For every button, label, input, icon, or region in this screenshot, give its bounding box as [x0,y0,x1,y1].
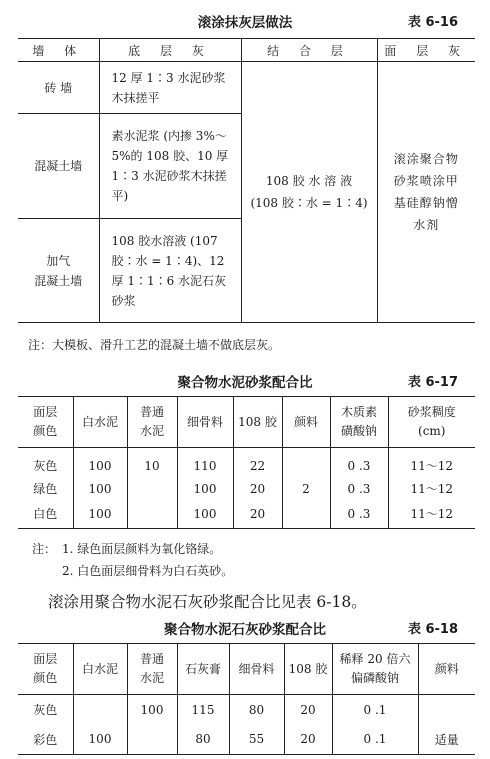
table-6-17-caption [0,371,490,391]
column-header: 颜料 [418,644,475,695]
table-row [18,62,475,114]
table-6-18-title: 聚合物水泥石灰砂浆配合比 [164,622,326,638]
wall-type-cell: 加气 混凝土墙 [18,219,99,323]
body-paragraph: 滚涂用聚合物水泥石灰砂浆配合比见表 6-18。 [48,593,367,611]
table-header-row [18,397,475,448]
table-cell: 100 [177,477,233,500]
bond-layer-text: 108 胶 水 溶 液 (108 胶∶水 = 1∶4) [250,174,368,210]
wall-type-cell: 混凝土墙 [18,114,99,219]
table-cell: 115 [177,695,229,725]
table-cell [282,448,330,478]
table-cell: 80 [177,725,229,755]
column-header: 颜料 [282,397,330,448]
column-header: 细骨料 [177,397,233,448]
table-cell: 白色 [33,507,58,522]
table-cell [127,477,177,500]
column-header-wall: 墙 体 [18,39,99,62]
table-6-16-caption [0,11,490,31]
table-cell: 100 [73,500,127,528]
table-6-18-number: 表 6-18 [407,622,458,637]
table-cell [73,695,127,725]
table-6-18-caption [0,618,490,638]
column-header: 稀释 20 倍六 偏磷酸钠 [332,644,418,695]
column-header: 木质素 磺酸钠 [330,397,388,448]
column-header: 砂浆稠度 (cm) [388,397,475,448]
table-row [18,477,475,500]
table-cell [127,500,177,528]
column-header: 108 胶 [284,644,332,695]
table-cell: 0 .1 [332,695,418,725]
table-cell: 11～12 [388,448,475,478]
table-6-17-note-label: 注： [32,542,57,556]
base-coat-cell: 素水泥浆 (内掺 3%～5%的 108 胶、10 厚 1∶3 水泥砂浆木抹搓平) [99,114,241,219]
column-header: 普通 水泥 [127,644,177,695]
table-row [18,725,475,755]
column-header-bond: 结 合 层 [241,39,377,62]
base-coat-cell: 12 厚 1∶3 水泥砂浆木抹搓平 [99,62,241,114]
table-6-17 [18,396,475,529]
table-6-16-title: 滚涂抹灰层做法 [197,15,293,31]
table-header-row [18,644,475,695]
table-row [18,500,475,528]
table-6-17-note-1: 1. 绿色面层颜料为氧化铬绿。 [62,542,222,556]
table-cell: 100 [73,725,127,755]
table-row [18,695,475,725]
base-coat-cell: 108 胶水溶液 (107 胶∶水 = 1∶4)、12 厚 1∶1∶6 水泥石灰砂浆 [99,219,241,323]
table-cell: 适量 [418,725,475,755]
table-cell [418,695,475,725]
table-6-17-number: 表 6-17 [407,375,458,390]
table-row [18,448,475,478]
column-header: 白水泥 [73,644,127,695]
surface-coat-cell: 滚涂聚合物砂浆喷涂甲基硅醇钠憎水剂 [377,62,475,323]
table-cell: 20 [233,500,282,528]
table-cell: 20 [284,695,332,725]
table-cell: 2 [282,477,330,500]
table-cell: 0 .3 [330,477,388,500]
column-header: 面层 颜色 [18,644,73,695]
bond-layer-cell [241,62,377,323]
table-cell: 20 [233,477,282,500]
table-cell: 绿色 [33,482,58,496]
table-cell: 彩色 [33,732,58,747]
table-cell [282,500,330,528]
table-cell: 100 [73,477,127,500]
table-6-17-note-2: 2. 白色面层细骨料为白石英砂。 [62,564,234,578]
table-cell: 55 [229,725,284,755]
column-header-surface: 面 层 灰 [377,39,475,62]
table-6-17-title: 聚合物水泥砂浆配合比 [177,375,313,391]
table-cell [127,725,177,755]
table-cell: 100 [177,500,233,528]
table-cell: 100 [73,448,127,478]
column-header: 108 胶 [233,397,282,448]
table-cell: 10 [127,448,177,478]
table-cell: 110 [177,448,233,478]
table-cell: 11～12 [388,477,475,500]
table-cell: 20 [284,725,332,755]
table-cell: 100 [127,695,177,725]
table-cell: 灰色 [33,703,58,718]
table-6-16-number: 表 6-16 [407,15,458,30]
table-cell: 0 .1 [332,725,418,755]
table-cell: 0 .3 [330,448,388,478]
column-header: 面层 颜色 [18,397,73,448]
column-header-base: 底 层 灰 [99,39,241,62]
table-cell: 11～12 [388,500,475,528]
table-cell: 80 [229,695,284,725]
table-6-16-note: 注：大模板、滑升工艺的混凝土墙不做底层灰。 [28,338,281,352]
column-header: 普通 水泥 [127,397,177,448]
table-header-row [18,39,475,62]
wall-type-cell: 砖 墙 [18,62,99,114]
column-header: 石灰膏 [177,644,229,695]
table-cell: 22 [233,448,282,478]
table-6-18 [18,643,475,755]
table-cell: 灰色 [33,459,58,473]
column-header: 细骨料 [229,644,284,695]
column-header: 白水泥 [73,397,127,448]
table-cell: 0 .3 [330,500,388,528]
table-6-16 [18,38,475,323]
